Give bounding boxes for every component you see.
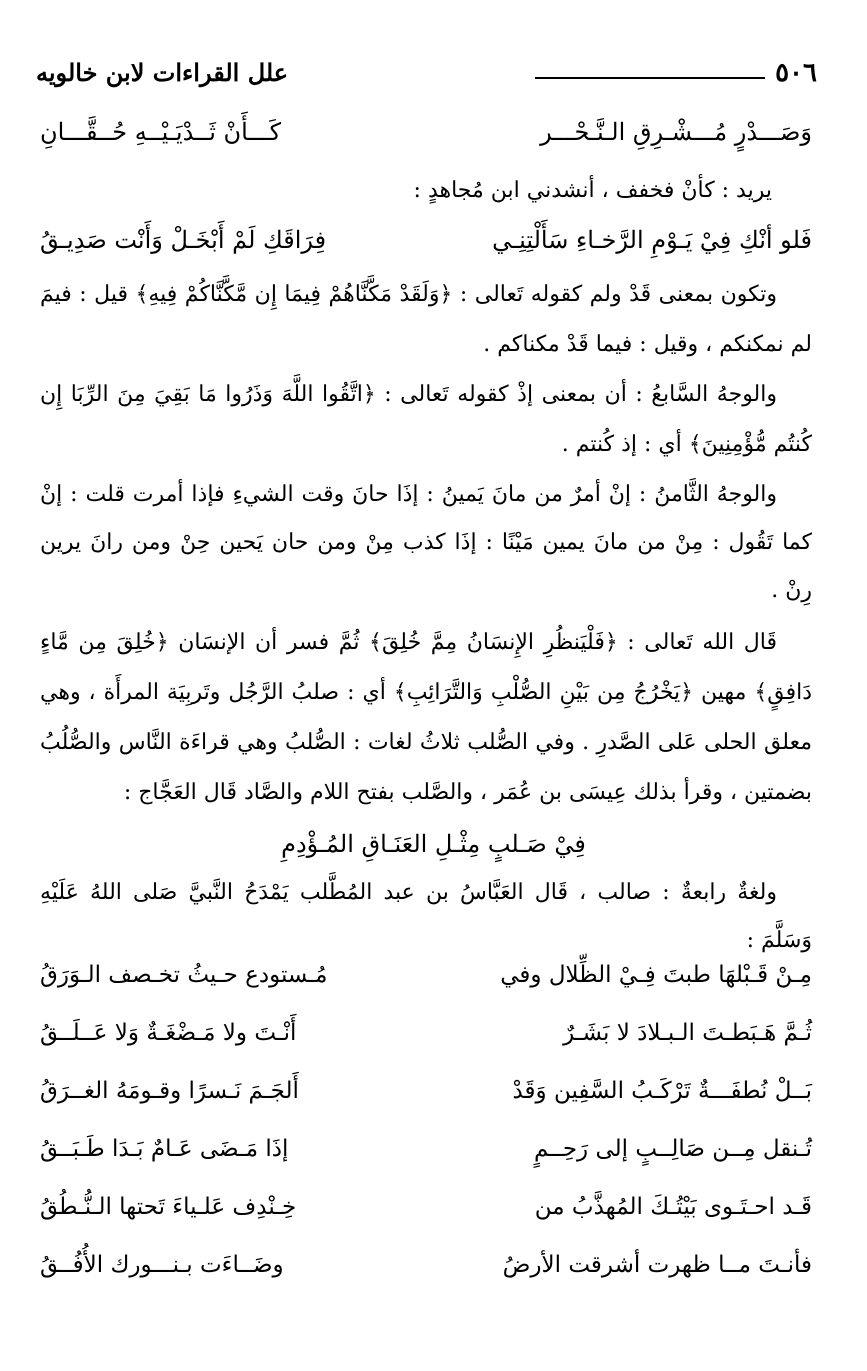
poem-left-hemistich: أَنْـتَ ولا مَـضْغَـةٌ وَلا عَــلَــقُ xyxy=(40,1020,297,1046)
text-line: دَافِقٍ﴾ مهين ﴿يَخْرُجُ مِن بَيْنِ الصُّلْبِ وَالتَّرَائِبِ﴾ أي : صلبُ الرَّجُل وتَربِيَة المرأَة ، وهي xyxy=(40,680,812,705)
poem-left-hemistich: أَلجَـمَ نَـسرًا وقـومَهُ الغــرَقُ xyxy=(40,1078,299,1104)
text-line: ولغةٌ رابعةٌ : صالب ، قَال العَبَّاسُ بن عبد المُطَّلب يَمْدَحُ النَّبيَّ صَلى اللهُ عَلَيْهِ xyxy=(40,880,777,905)
poem-verse xyxy=(40,1136,812,1194)
verse-right-hemistich: وَصَـــدْرٍ مُـــشْـرِقِ الـنَّـحْـــر xyxy=(540,118,812,146)
verse-right-hemistich: فَلو أنْكِ فِيْ يَـوْمِ الرَّخـاءِ سَأَلْتِنِـي xyxy=(492,226,812,254)
verse-line-1 xyxy=(40,118,812,158)
verse-left-hemistich: فِرَاقَكِ لَمْ أَبْخَـلْ وَأَنْت صَدِيـقُ xyxy=(40,226,327,254)
poem-left-hemistich: وضَــاءَت بـنـــورك الأُفُــقُ xyxy=(40,1252,284,1278)
poem-right-hemistich: قَـد احـتَـوى بَيْتُـكَ المُهذَّبُ من xyxy=(534,1194,812,1220)
text-line: يريد : كأنْ فخفف ، أنشدني ابن مُجاهدٍ : xyxy=(413,178,772,203)
header-rule xyxy=(535,77,765,79)
text-line: بضمتين ، وقرأ بذلك عِيسَى بن عُمَر ، والصَّلب بفتح اللام والصَّاد قَال العَجَّاج : xyxy=(123,780,812,805)
poem-right-hemistich: فأنـتَ مــا ظهرت أشرقت الأرضُ xyxy=(502,1252,812,1278)
page-number: ٥٠٦ xyxy=(775,58,817,88)
poem-verse xyxy=(40,1078,812,1136)
quoted-verse: فِيْ صَـلبٍ مِثْـلِ العَنَـاقِ المُـؤْدِمِ xyxy=(281,830,586,858)
text-line: وتكون بمعنى قَدْ ولم كقوله تَعالى : ﴿وَلَقَدْ مَكَّنَّاهُمْ فِيمَا إِن مَّكَّنَّاكُمْ فِيهِ﴾ قيل : فيمَ xyxy=(40,282,777,307)
text-line: معلق الحلى عَلى الصَّدرِ . وفي الصُّلب ثلاثُ لغات : الصُّلبُ وهي قراءَة النَّاس والصُّلُبُ xyxy=(40,730,812,755)
text-line: كُنتُم مُّؤْمِنِينَ﴾ أي : إذ كُنتم . xyxy=(561,432,812,457)
poem-right-hemistich: مِـنْ قَـبْلهَا طبتَ فِـيْ الظِّلال وفي xyxy=(500,962,812,988)
poem-right-hemistich: بَــلْ نُطفَـــةٌ تَرْكَـبُ السَّفِين وَقَدْ xyxy=(512,1078,812,1104)
text-line: قَال الله تَعالى : ﴿فَلْيَنظُرِ الإِنسَانُ مِمَّ خُلِقَ﴾ ثُمَّ فسر أن الإنسَان ﴿خُلِقَ مِن مَّاءٍ xyxy=(40,630,777,655)
page-header xyxy=(36,58,817,98)
text-line: والوجهُ الثَّامنُ : إنْ أمرٌ من مانَ يَمينُ : إذَا حانَ وقت الشيءِ فإذا أمرت قلت : إنْ xyxy=(40,482,777,507)
poem-verse xyxy=(40,1194,812,1252)
poem-right-hemistich: ثُـمَّ هَـبَطـتَ الـبـلادَ لا بَشَـرٌ xyxy=(563,1020,812,1046)
poem-verse xyxy=(40,1020,812,1078)
poem-left-hemistich: إذَا مَـضَى عَـامٌ بَـدَا طَـبَــقُ xyxy=(40,1136,289,1162)
poem-right-hemistich: تُـنقل مِــن صَالِــبٍ إلى رَحِــمٍ xyxy=(534,1136,812,1162)
text-line: رِنْ . xyxy=(771,578,812,603)
poem-verse xyxy=(40,1252,812,1310)
poem-left-hemistich: خِـنْدِف عَلـياءَ تَحتها الـنُّـطُقُ xyxy=(40,1194,297,1220)
poem-block xyxy=(40,962,812,1310)
verse-line-2 xyxy=(40,226,812,266)
verse-left-hemistich: كَـــأَنْ ثَــدْيَـيْــهِ حُــقَّـــانِ xyxy=(40,118,282,146)
text-line: والوجهُ السَّابعُ : أن بمعنى إذْ كقوله تَعالى : ﴿اتَّقُوا اللَّهَ وَذَرُوا مَا بَقِيَ مِنَ الرِّبَا إِن xyxy=(40,382,777,407)
text-line: وَسَلَّمَ : xyxy=(746,928,812,953)
running-title: علل القراءات لابن خالويه xyxy=(36,58,289,87)
text-line: كما تَقُول : مِنْ من مانَ يمين مَيْنًا : إذَا كذب مِنْ ومن حان يَحين حِنْ ومن رانَ يرين xyxy=(40,530,812,555)
text-line: لم نمكنكم ، وقيل : فيما قَدْ مكناكم . xyxy=(483,332,812,357)
poem-verse xyxy=(40,962,812,1020)
poem-left-hemistich: مُـستودع حـيثُ تخـصف الـوَرَقُ xyxy=(40,962,328,988)
